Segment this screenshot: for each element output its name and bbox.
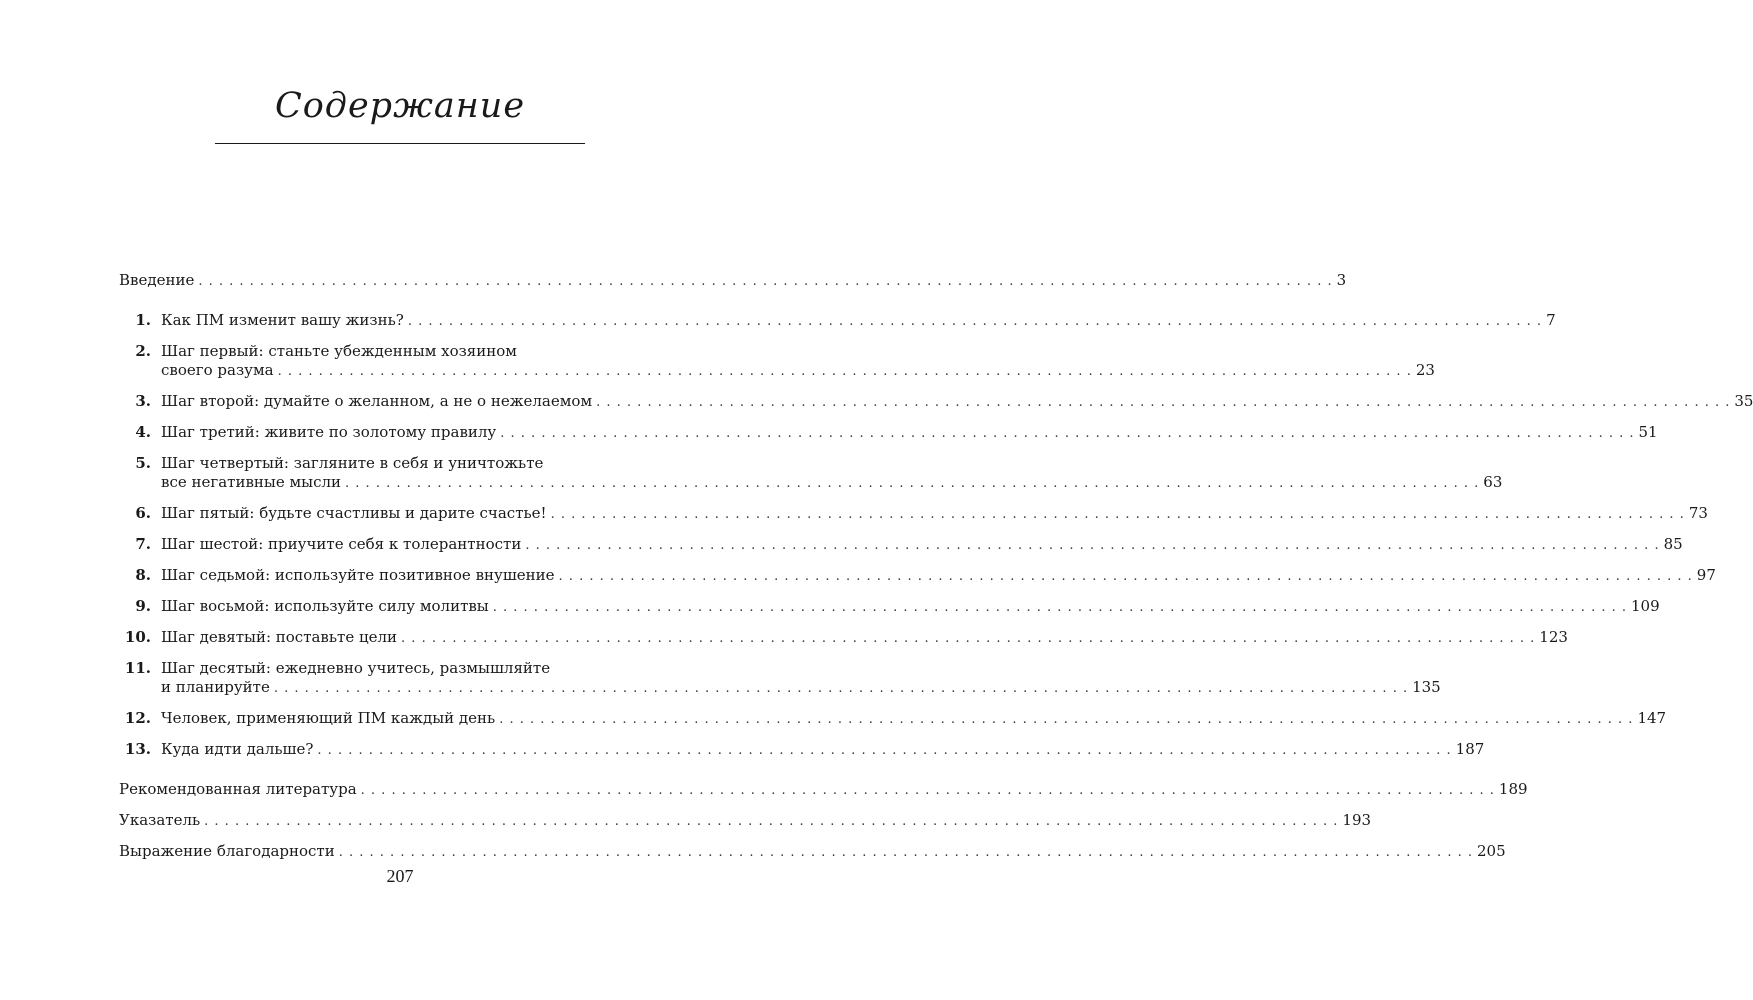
dot-leader: . . . . . . . . . . . . . . . . . . . . . . . . . . . . . . . . . . . . . . . . . . . . . . . . . . . . . . . . . . . . . . . . . . . . . . . . . . . . . . . . . . . . . . . . . . . . . . . . . . . . . . . . . . . . . . . bbox=[338, 845, 1473, 860]
chapter-number: 4. bbox=[135, 423, 151, 441]
toc-chapter[interactable] bbox=[119, 535, 1683, 555]
toc-chapter[interactable] bbox=[119, 454, 1503, 493]
chapter-number: 2. bbox=[135, 342, 151, 360]
dot-leader: . . . . . . . . . . . . . . . . . . . . . . . . . . . . . . . . . . . . . . . . . . . . . . . . . . . . . . . . . . . . . . . . . . . . . . . . . . . . . . . . . . . . . . . . . . . . . . . . . . . . . . . . . . . . . . . bbox=[492, 600, 1627, 615]
dot-leader: . . . . . . . . . . . . . . . . . . . . . . . . . . . . . . . . . . . . . . . . . . . . . . . . . . . . . . . . . . . . . . . . . . . . . . . . . . . . . . . . . . . . . . . . . . . . . . . . . . . . . . . . . . . . . . . bbox=[525, 538, 1660, 553]
toc-entry-further-reading[interactable] bbox=[119, 780, 1528, 800]
chapter-title: Как ПМ изменит вашу жизнь? bbox=[161, 311, 404, 329]
chapter-page: 85 bbox=[1663, 535, 1683, 553]
chapter-page: 123 bbox=[1539, 628, 1568, 646]
chapter-number: 1. bbox=[135, 311, 151, 329]
toc-entry-page: 3 bbox=[1336, 271, 1347, 289]
toc-entry-label: Указатель bbox=[119, 811, 201, 829]
toc-chapter[interactable] bbox=[119, 392, 1753, 412]
title-underline bbox=[215, 143, 585, 144]
chapter-title: Шаг девятый: поставьте цели bbox=[161, 628, 398, 646]
chapter-page: 35 bbox=[1734, 392, 1753, 410]
chapter-page: 187 bbox=[1455, 740, 1485, 758]
chapter-title-line1: Шаг четвертый: загляните в себя и уничтожьте bbox=[161, 454, 544, 472]
chapter-title: Шаг седьмой: используйте позитивное внушение bbox=[161, 566, 555, 584]
chapter-page: 63 bbox=[1483, 473, 1503, 491]
chapter-number: 7. bbox=[135, 535, 151, 553]
dot-leader: . . . . . . . . . . . . . . . . . . . . . . . . . . . . . . . . . . . . . . . . . . . . . . . . . . . . . . . . . . . . . . . . . . . . . . . . . . . . . . . . . . . . . . . . . . . . . . . . . . . . . . . . . . . . . . . bbox=[277, 364, 1412, 379]
toc-chapter[interactable] bbox=[119, 709, 1667, 729]
chapter-page: 7 bbox=[1546, 311, 1556, 329]
toc-chapter[interactable] bbox=[119, 311, 1556, 331]
toc-chapter[interactable] bbox=[119, 342, 1435, 381]
dot-leader: . . . . . . . . . . . . . . . . . . . . . . . . . . . . . . . . . . . . . . . . . . . . . . . . . . . . . . . . . . . . . . . . . . . . . . . . . . . . . . . . . . . . . . . . . . . . . . . . . . . . . . . . . . . . . . . bbox=[596, 395, 1731, 410]
chapter-title: Шаг шестой: приучите себя к толерантности bbox=[161, 535, 522, 553]
toc-entry-page: 189 bbox=[1498, 780, 1528, 798]
toc-entry-intro[interactable] bbox=[119, 271, 1347, 291]
chapter-number: 5. bbox=[135, 454, 151, 472]
chapter-title: своего разума bbox=[161, 361, 274, 379]
chapter-number: 9. bbox=[135, 597, 151, 615]
dot-leader: . . . . . . . . . . . . . . . . . . . . . . . . . . . . . . . . . . . . . . . . . . . . . . . . . . . . . . . . . . . . . . . . . . . . . . . . . . . . . . . . . . . . . . . . . . . . . . . . . . . . . . . . . . . . . . . bbox=[499, 712, 1634, 727]
chapter-page: 97 bbox=[1696, 566, 1716, 584]
chapter-title: Шаг пятый: будьте счастливы и дарите счастье! bbox=[161, 504, 547, 522]
toc-entry-label: Выражение благодарности bbox=[119, 842, 335, 860]
toc-chapter[interactable] bbox=[119, 740, 1485, 760]
chapter-page: 109 bbox=[1631, 597, 1660, 615]
chapter-title-line1: Шаг первый: станьте убежденным хозяином bbox=[161, 342, 517, 360]
chapter-number: 6. bbox=[135, 504, 151, 522]
chapter-number: 13. bbox=[124, 740, 151, 758]
chapter-title: все негативные мысли bbox=[161, 473, 342, 491]
toc-chapter[interactable] bbox=[119, 628, 1568, 648]
toc-chapter[interactable] bbox=[119, 597, 1660, 617]
chapter-title: Шаг восьмой: используйте силу молитвы bbox=[161, 597, 489, 615]
toc-entry-index[interactable] bbox=[119, 811, 1372, 831]
dot-leader: . . . . . . . . . . . . . . . . . . . . . . . . . . . . . . . . . . . . . . . . . . . . . . . . . . . . . . . . . . . . . . . . . . . . . . . . . . . . . . . . . . . . . . . . . . . . . . . . . . . . . . . . . . . . . . . bbox=[345, 476, 1480, 491]
chapter-page: 147 bbox=[1637, 709, 1667, 727]
toc-chapter[interactable] bbox=[119, 659, 1441, 698]
dot-leader: . . . . . . . . . . . . . . . . . . . . . . . . . . . . . . . . . . . . . . . . . . . . . . . . . . . . . . . . . . . . . . . . . . . . . . . . . . . . . . . . . . . . . . . . . . . . . . . . . . . . . . . . . . . . . . . bbox=[407, 314, 1543, 329]
chapter-page: 51 bbox=[1638, 423, 1658, 441]
chapter-title: Куда идти дальше? bbox=[161, 740, 314, 758]
chapter-title: Шаг второй: думайте о желанном, а не о нежелаемом bbox=[161, 392, 593, 410]
dot-leader: . . . . . . . . . . . . . . . . . . . . . . . . . . . . . . . . . . . . . . . . . . . . . . . . . . . . . . . . . . . . . . . . . . . . . . . . . . . . . . . . . . . . . . . . . . . . . . . . . . . . . . . . . . . . . . . bbox=[273, 681, 1409, 696]
toc-chapter[interactable] bbox=[119, 504, 1708, 524]
dot-leader: . . . . . . . . . . . . . . . . . . . . . . . . . . . . . . . . . . . . . . . . . . . . . . . . . . . . . . . . . . . . . . . . . . . . . . . . . . . . . . . . . . . . . . . . . . . . . . . . . . . . . . . . . . . . . . . bbox=[198, 274, 1333, 289]
chapter-number: 10. bbox=[124, 628, 151, 646]
dot-leader: . . . . . . . . . . . . . . . . . . . . . . . . . . . . . . . . . . . . . . . . . . . . . . . . . . . . . . . . . . . . . . . . . . . . . . . . . . . . . . . . . . . . . . . . . . . . . . . . . . . . . . . . . . . . . . . bbox=[500, 426, 1635, 441]
chapter-number: 11. bbox=[124, 659, 151, 677]
toc-entry-acknowledgements[interactable] bbox=[119, 842, 1506, 862]
toc-chapter[interactable] bbox=[119, 423, 1658, 443]
chapter-number: 12. bbox=[124, 709, 151, 727]
chapter-number: 8. bbox=[135, 566, 151, 584]
page-number: 207 bbox=[386, 866, 414, 886]
chapter-title: Шаг третий: живите по золотому правилу bbox=[161, 423, 497, 441]
chapter-page: 135 bbox=[1412, 678, 1441, 696]
chapter-page: 73 bbox=[1688, 504, 1708, 522]
chapter-title-line1: Шаг десятый: ежедневно учитесь, размышляйте bbox=[161, 659, 551, 677]
toc-entry-label: Введение bbox=[119, 271, 195, 289]
dot-leader: . . . . . . . . . . . . . . . . . . . . . . . . . . . . . . . . . . . . . . . . . . . . . . . . . . . . . . . . . . . . . . . . . . . . . . . . . . . . . . . . . . . . . . . . . . . . . . . . . . . . . . . . . . . . . . . bbox=[204, 814, 1339, 829]
toc-entry-label: Рекомендованная литература bbox=[119, 780, 357, 798]
dot-leader: . . . . . . . . . . . . . . . . . . . . . . . . . . . . . . . . . . . . . . . . . . . . . . . . . . . . . . . . . . . . . . . . . . . . . . . . . . . . . . . . . . . . . . . . . . . . . . . . . . . . . . . . . . . . . . . bbox=[360, 783, 1495, 798]
toc-entry-page: 205 bbox=[1476, 842, 1506, 860]
dot-leader: . . . . . . . . . . . . . . . . . . . . . . . . . . . . . . . . . . . . . . . . . . . . . . . . . . . . . . . . . . . . . . . . . . . . . . . . . . . . . . . . . . . . . . . . . . . . . . . . . . . . . . . . . . . . . . . bbox=[401, 631, 1536, 646]
dot-leader: . . . . . . . . . . . . . . . . . . . . . . . . . . . . . . . . . . . . . . . . . . . . . . . . . . . . . . . . . . . . . . . . . . . . . . . . . . . . . . . . . . . . . . . . . . . . . . . . . . . . . . . . . . . . . . . bbox=[558, 569, 1693, 584]
chapter-title: и планируйте bbox=[161, 678, 270, 696]
chapter-page: 23 bbox=[1415, 361, 1435, 379]
chapter-title: Человек, применяющий ПМ каждый день bbox=[161, 709, 496, 727]
dot-leader: . . . . . . . . . . . . . . . . . . . . . . . . . . . . . . . . . . . . . . . . . . . . . . . . . . . . . . . . . . . . . . . . . . . . . . . . . . . . . . . . . . . . . . . . . . . . . . . . . . . . . . . . . . . . . . . bbox=[317, 743, 1452, 758]
toc-chapter[interactable] bbox=[119, 566, 1716, 586]
chapter-number: 3. bbox=[135, 392, 151, 410]
page-title: Содержание bbox=[274, 86, 526, 126]
dot-leader: . . . . . . . . . . . . . . . . . . . . . . . . . . . . . . . . . . . . . . . . . . . . . . . . . . . . . . . . . . . . . . . . . . . . . . . . . . . . . . . . . . . . . . . . . . . . . . . . . . . . . . . . . . . . . . . bbox=[550, 507, 1685, 522]
table-of-contents bbox=[119, 271, 1753, 862]
toc-entry-page: 193 bbox=[1342, 811, 1372, 829]
